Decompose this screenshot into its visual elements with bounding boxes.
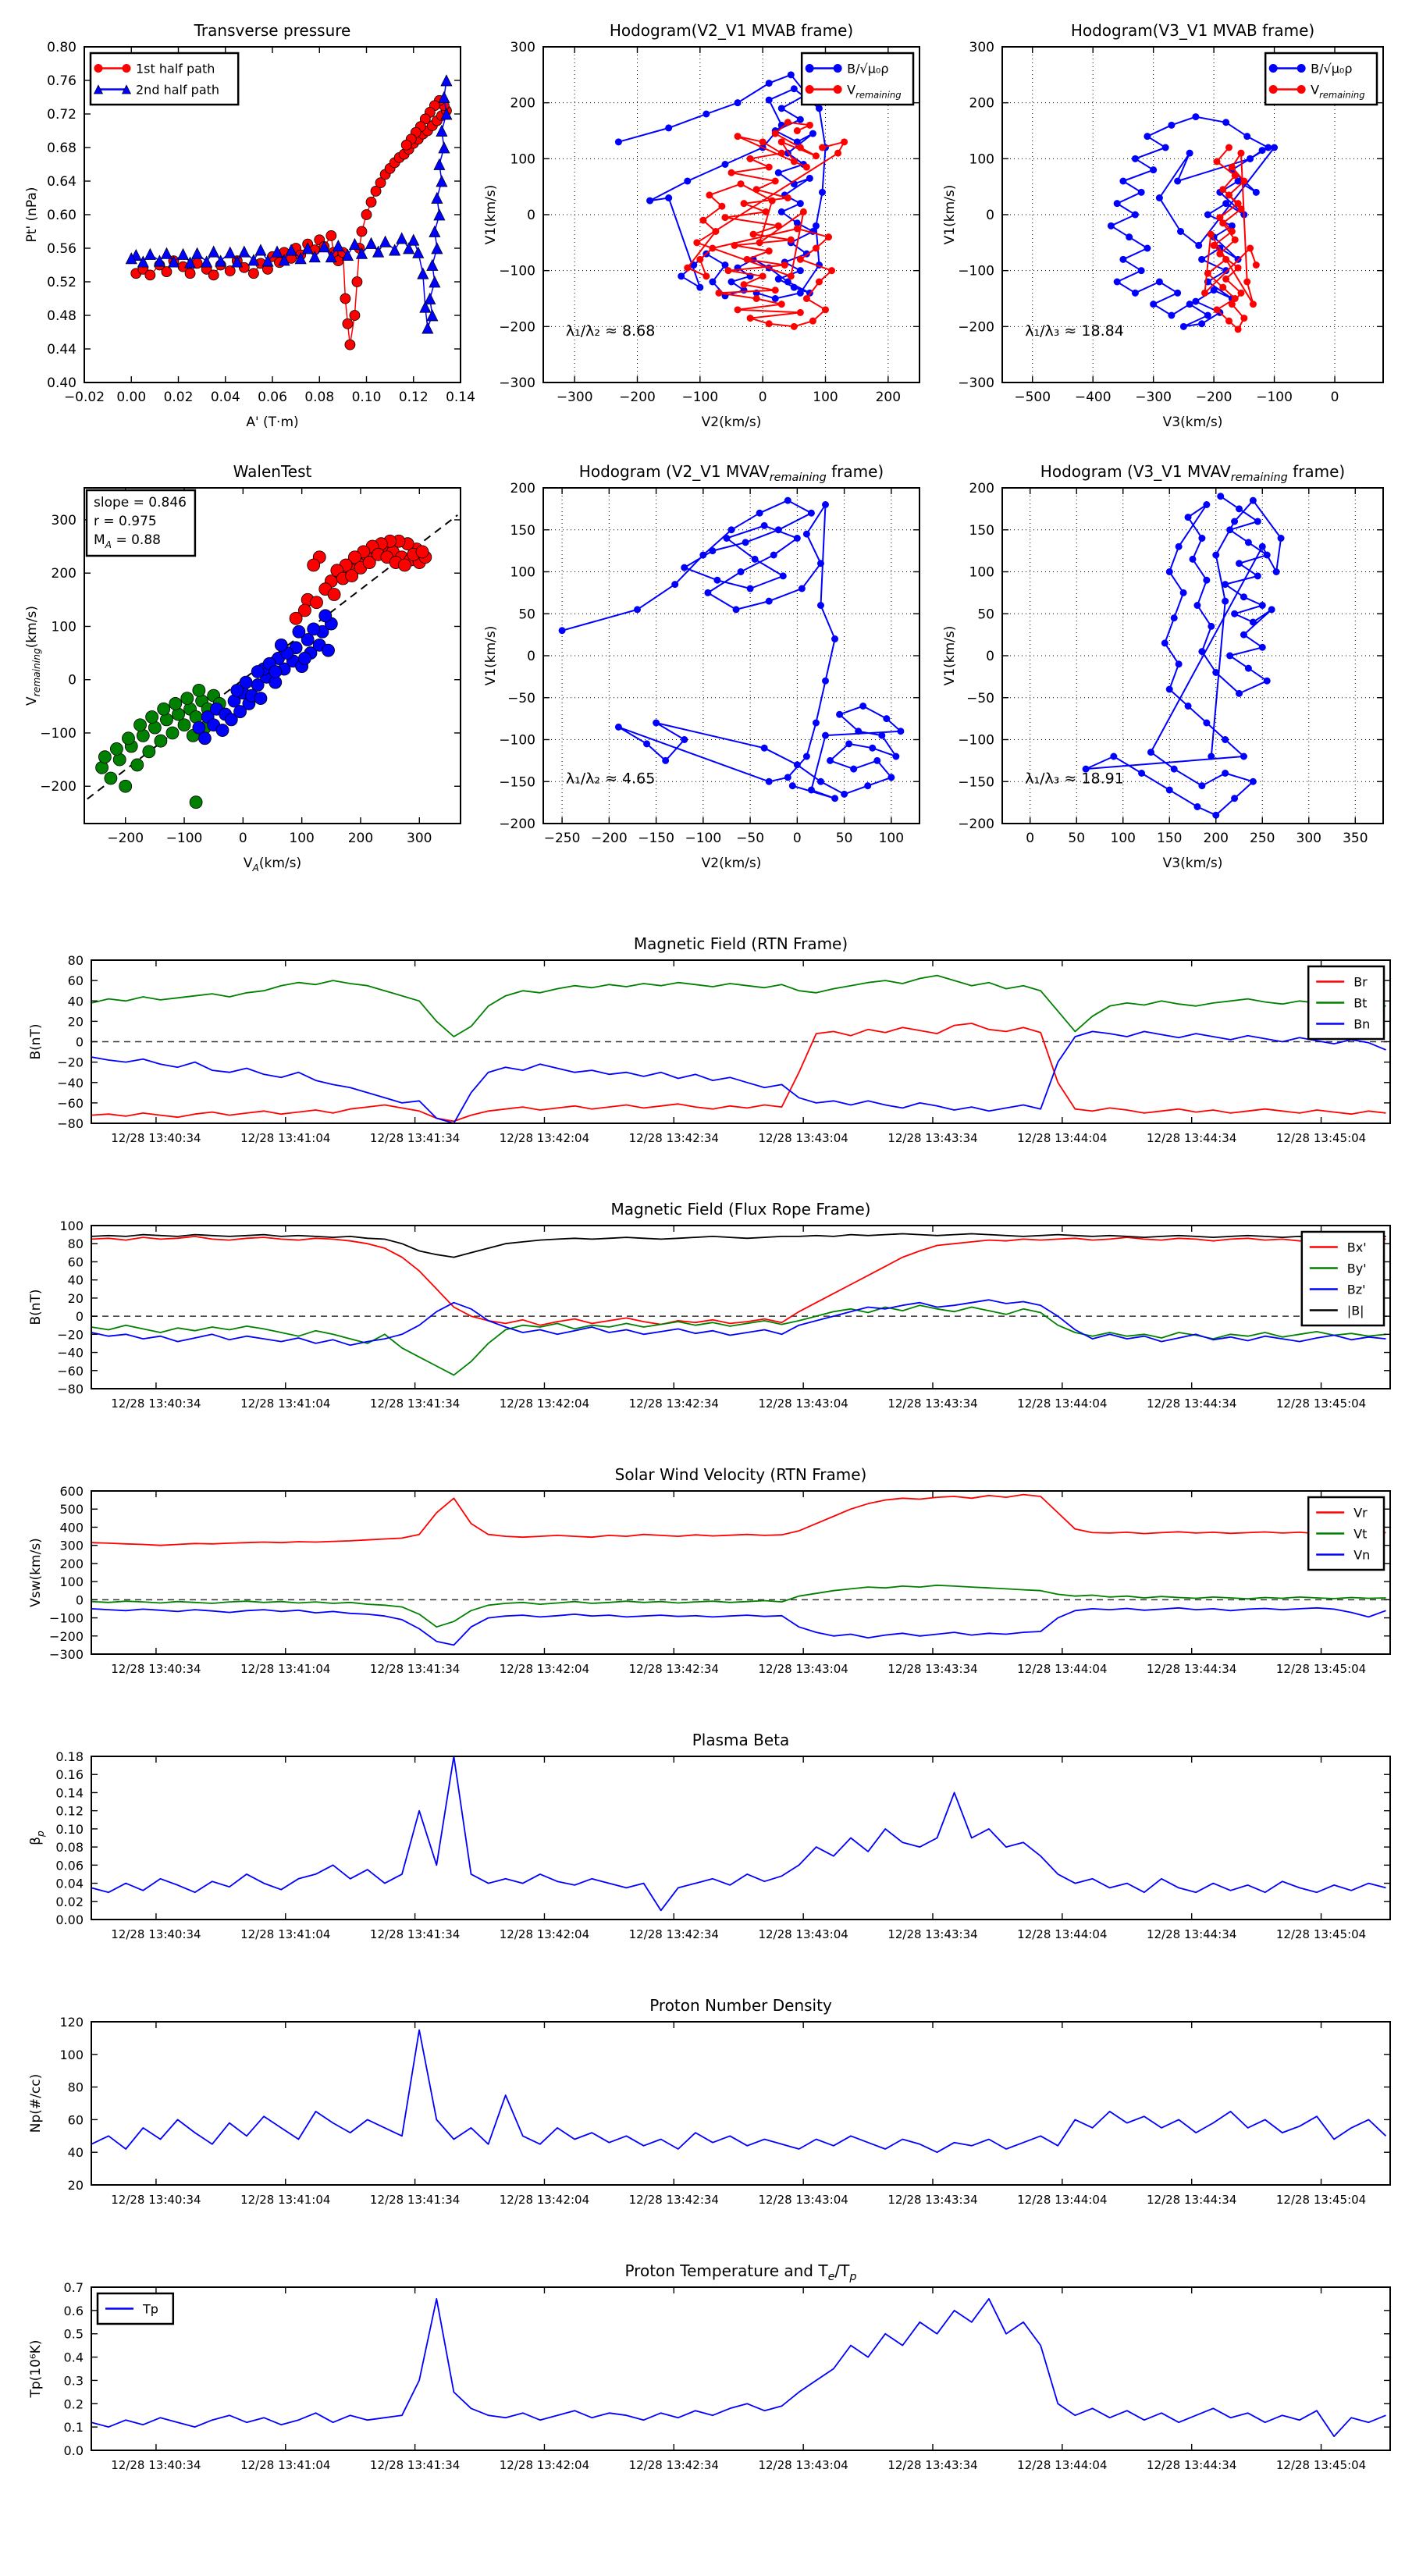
svg-text:12/28 13:42:04: 12/28 13:42:04 bbox=[499, 1131, 590, 1145]
svg-text:0.0: 0.0 bbox=[63, 2443, 84, 2458]
svg-text:−300: −300 bbox=[499, 375, 535, 391]
svg-text:0.18: 0.18 bbox=[55, 1749, 84, 1764]
svg-text:0.14: 0.14 bbox=[55, 1785, 84, 1801]
svg-text:−20: −20 bbox=[57, 1327, 84, 1343]
svg-text:60: 60 bbox=[67, 1254, 84, 1270]
svg-text:0.02: 0.02 bbox=[55, 1894, 84, 1909]
svg-text:λ₁/λ₂ ≈ 8.68: λ₁/λ₂ ≈ 8.68 bbox=[565, 322, 656, 340]
svg-text:Magnetic Field (Flux Rope Fram: Magnetic Field (Flux Rope Frame) bbox=[610, 1200, 871, 1219]
svg-text:12/28 13:45:04: 12/28 13:45:04 bbox=[1275, 2193, 1367, 2207]
svg-text:−150: −150 bbox=[638, 831, 674, 846]
svg-text:Bn: Bn bbox=[1353, 1016, 1371, 1032]
svg-text:V3(km/s): V3(km/s) bbox=[1162, 856, 1223, 871]
svg-text:−40: −40 bbox=[57, 1345, 84, 1361]
svg-text:12/28 13:42:04: 12/28 13:42:04 bbox=[499, 1397, 590, 1411]
svg-text:−300: −300 bbox=[1135, 390, 1172, 405]
svg-text:−100: −100 bbox=[40, 725, 76, 742]
svg-text:0: 0 bbox=[527, 208, 535, 223]
svg-text:Pt' (nPa): Pt' (nPa) bbox=[24, 187, 40, 243]
svg-text:Vn: Vn bbox=[1353, 1547, 1371, 1563]
svg-text:80: 80 bbox=[67, 1236, 84, 1252]
svg-text:200: 200 bbox=[969, 95, 994, 112]
svg-text:20: 20 bbox=[67, 1290, 84, 1306]
svg-text:12/28 13:42:34: 12/28 13:42:34 bbox=[628, 1397, 719, 1411]
svg-text:60: 60 bbox=[67, 2112, 84, 2128]
svg-text:−40: −40 bbox=[57, 1075, 84, 1091]
svg-text:V1(km/s): V1(km/s) bbox=[483, 184, 499, 245]
svg-text:12/28 13:44:34: 12/28 13:44:34 bbox=[1147, 1131, 1237, 1145]
svg-text:400: 400 bbox=[59, 1520, 84, 1535]
svg-text:100: 100 bbox=[969, 564, 994, 581]
svg-text:B/√μ₀ρ: B/√μ₀ρ bbox=[847, 61, 889, 76]
svg-text:V1(km/s): V1(km/s) bbox=[942, 625, 958, 686]
svg-text:12/28 13:45:04: 12/28 13:45:04 bbox=[1275, 1131, 1367, 1145]
svg-text:slope = 0.846: slope = 0.846 bbox=[94, 495, 187, 511]
svg-text:150: 150 bbox=[510, 522, 535, 539]
svg-text:12/28 13:42:34: 12/28 13:42:34 bbox=[628, 2458, 719, 2472]
magnetic-field-flux-rope-panel bbox=[20, 1194, 1401, 1432]
svg-text:40: 40 bbox=[67, 994, 84, 1009]
svg-text:12/28 13:44:34: 12/28 13:44:34 bbox=[1147, 2458, 1237, 2472]
svg-text:0.64: 0.64 bbox=[47, 174, 76, 190]
svg-text:12/28 13:43:04: 12/28 13:43:04 bbox=[758, 2458, 848, 2472]
svg-text:50: 50 bbox=[835, 831, 853, 846]
svg-text:λ₁/λ₃ ≈ 18.91: λ₁/λ₃ ≈ 18.91 bbox=[1025, 770, 1124, 788]
svg-text:12/28 13:43:34: 12/28 13:43:34 bbox=[887, 1131, 978, 1145]
svg-text:0.12: 0.12 bbox=[55, 1803, 84, 1819]
svg-text:12/28 13:44:34: 12/28 13:44:34 bbox=[1147, 2193, 1237, 2207]
svg-text:WalenTest: WalenTest bbox=[233, 462, 312, 481]
svg-text:12/28 13:45:04: 12/28 13:45:04 bbox=[1275, 1662, 1367, 1676]
svg-text:12/28 13:45:04: 12/28 13:45:04 bbox=[1275, 1927, 1367, 1941]
svg-text:12/28 13:43:04: 12/28 13:43:04 bbox=[758, 1397, 848, 1411]
svg-text:0.7: 0.7 bbox=[63, 2280, 84, 2295]
svg-text:0.08: 0.08 bbox=[55, 1840, 84, 1856]
svg-text:12/28 13:42:34: 12/28 13:42:34 bbox=[628, 2193, 719, 2207]
svg-text:0.10: 0.10 bbox=[351, 390, 382, 405]
svg-text:0.06: 0.06 bbox=[258, 390, 287, 405]
svg-text:Vremaining: $V_{remaining}$ bbox=[1311, 82, 1365, 101]
svg-text:−150: −150 bbox=[958, 774, 994, 791]
svg-text:Vremaining(km/s): $V_{remaining}(km/s)$ bbox=[24, 606, 42, 706]
svg-text:Vremaining: $V_{remaining}$ bbox=[847, 82, 902, 101]
svg-text:100: 100 bbox=[59, 2047, 84, 2062]
svg-text:12/28 13:41:34: 12/28 13:41:34 bbox=[369, 1397, 461, 1411]
svg-text:12/28 13:41:34: 12/28 13:41:34 bbox=[369, 1131, 461, 1145]
svg-text:200: 200 bbox=[510, 95, 535, 112]
svg-text:200: 200 bbox=[510, 481, 535, 496]
svg-text:200: 200 bbox=[51, 566, 76, 582]
svg-text:0.12: 0.12 bbox=[398, 390, 429, 405]
svg-text:By': By' bbox=[1346, 1261, 1367, 1276]
svg-text:300: 300 bbox=[59, 1538, 84, 1553]
svg-text:−200: −200 bbox=[107, 831, 144, 846]
svg-text:0.76: 0.76 bbox=[47, 73, 76, 89]
svg-text:0.48: 0.48 bbox=[47, 308, 76, 324]
svg-text:12/28 13:41:04: 12/28 13:41:04 bbox=[240, 2193, 331, 2207]
svg-text:0.00: 0.00 bbox=[116, 390, 147, 405]
svg-text:Vsw(km/s): Vsw(km/s) bbox=[28, 1538, 44, 1607]
svg-text:Tp(10⁶K): Tp(10⁶K) bbox=[28, 2339, 44, 2398]
svg-text:V3(km/s): V3(km/s) bbox=[1162, 415, 1223, 430]
svg-text:0.08: 0.08 bbox=[304, 390, 335, 405]
svg-text:−20: −20 bbox=[57, 1055, 84, 1070]
svg-text:12/28 13:41:04: 12/28 13:41:04 bbox=[240, 1131, 331, 1145]
svg-text:100: 100 bbox=[59, 1574, 84, 1590]
svg-text:0: 0 bbox=[986, 208, 994, 223]
svg-text:−200: −200 bbox=[40, 779, 76, 795]
svg-text:0.5: 0.5 bbox=[63, 2326, 84, 2342]
svg-text:0.06: 0.06 bbox=[55, 1858, 84, 1873]
svg-text:0.1: 0.1 bbox=[63, 2420, 84, 2435]
svg-text:12/28 13:44:04: 12/28 13:44:04 bbox=[1017, 1397, 1108, 1411]
svg-text:100: 100 bbox=[969, 151, 994, 168]
svg-text:Proton Temperature and Te/Tp: Proton Temperature and $T_e/T_p$ bbox=[624, 2261, 857, 2283]
svg-text:0.52: 0.52 bbox=[47, 275, 76, 290]
svg-text:12/28 13:45:04: 12/28 13:45:04 bbox=[1275, 2458, 1367, 2472]
svg-text:Bz': Bz' bbox=[1346, 1282, 1366, 1297]
svg-text:VA(km/s): $V_A(km/s)$ bbox=[243, 856, 302, 873]
svg-text:−100: −100 bbox=[499, 263, 535, 279]
svg-text:12/28 13:42:34: 12/28 13:42:34 bbox=[628, 1131, 719, 1145]
svg-text:−50: −50 bbox=[736, 831, 765, 846]
svg-text:λ₁/λ₃ ≈ 18.84: λ₁/λ₃ ≈ 18.84 bbox=[1025, 322, 1124, 340]
svg-text:0.04: 0.04 bbox=[210, 390, 240, 405]
svg-text:A' (T·m): A' (T·m) bbox=[246, 415, 299, 430]
svg-text:Solar Wind Velocity (RTN Frame: Solar Wind Velocity (RTN Frame) bbox=[614, 1465, 867, 1484]
svg-text:200: 200 bbox=[1203, 831, 1229, 846]
svg-text:−100: −100 bbox=[1256, 390, 1293, 405]
svg-text:−300: −300 bbox=[958, 375, 994, 391]
svg-text:12/28 13:43:04: 12/28 13:43:04 bbox=[758, 1662, 848, 1676]
svg-text:−60: −60 bbox=[57, 1363, 84, 1379]
svg-text:0: 0 bbox=[792, 831, 802, 846]
svg-text:−0.02: −0.02 bbox=[63, 390, 105, 405]
svg-text:60: 60 bbox=[67, 973, 84, 989]
svg-text:V2(km/s): V2(km/s) bbox=[701, 856, 762, 871]
svg-text:12/28 13:40:34: 12/28 13:40:34 bbox=[111, 1131, 201, 1145]
svg-text:20: 20 bbox=[67, 1014, 84, 1030]
svg-text:12/28 13:40:34: 12/28 13:40:34 bbox=[111, 1927, 201, 1941]
svg-text:Tp: Tp bbox=[143, 2301, 158, 2317]
svg-text:r = 0.975: r = 0.975 bbox=[94, 514, 157, 529]
svg-text:0.16: 0.16 bbox=[55, 1767, 84, 1783]
svg-text:0.00: 0.00 bbox=[55, 1912, 84, 1927]
svg-text:Transverse pressure: Transverse pressure bbox=[194, 21, 351, 40]
svg-text:0: 0 bbox=[986, 649, 994, 664]
proton-number-density-panel bbox=[20, 1991, 1401, 2229]
svg-text:12/28 13:40:34: 12/28 13:40:34 bbox=[111, 1397, 201, 1411]
svg-text:−300: −300 bbox=[556, 390, 593, 405]
svg-text:50: 50 bbox=[977, 607, 994, 623]
svg-text:12/28 13:45:04: 12/28 13:45:04 bbox=[1275, 1397, 1367, 1411]
svg-text:−50: −50 bbox=[507, 690, 535, 706]
svg-text:200: 200 bbox=[969, 481, 994, 496]
walen-test-plot bbox=[16, 449, 475, 888]
svg-text:−80: −80 bbox=[57, 1116, 84, 1131]
svg-text:−200: −200 bbox=[958, 817, 994, 832]
svg-text:200: 200 bbox=[875, 390, 902, 405]
svg-text:300: 300 bbox=[510, 40, 535, 55]
svg-text:12/28 13:43:34: 12/28 13:43:34 bbox=[887, 2458, 978, 2472]
svg-text:12/28 13:42:34: 12/28 13:42:34 bbox=[628, 1662, 719, 1676]
svg-text:50: 50 bbox=[1068, 831, 1086, 846]
svg-text:Vr: Vr bbox=[1353, 1505, 1368, 1521]
svg-text:−200: −200 bbox=[958, 319, 994, 336]
svg-text:βp: $\beta_p$ bbox=[28, 1831, 46, 1845]
svg-text:−300: −300 bbox=[49, 1647, 84, 1662]
svg-text:12/28 13:42:04: 12/28 13:42:04 bbox=[499, 1662, 590, 1676]
hodogram-v2v1-mvab-plot bbox=[475, 8, 934, 447]
svg-text:−150: −150 bbox=[499, 774, 535, 791]
svg-text:100: 100 bbox=[510, 151, 535, 168]
svg-text:0.02: 0.02 bbox=[163, 390, 194, 405]
svg-text:0: 0 bbox=[75, 1034, 84, 1050]
svg-text:−200: −200 bbox=[499, 319, 535, 336]
svg-text:0.4: 0.4 bbox=[63, 2350, 84, 2365]
svg-text:−100: −100 bbox=[958, 263, 994, 279]
svg-text:0.72: 0.72 bbox=[47, 107, 76, 123]
svg-text:0.6: 0.6 bbox=[63, 2303, 84, 2318]
svg-text:12/28 13:41:04: 12/28 13:41:04 bbox=[240, 1397, 331, 1411]
svg-text:Vt: Vt bbox=[1353, 1526, 1368, 1542]
svg-text:V2(km/s): V2(km/s) bbox=[701, 415, 762, 430]
hodogram-v3v1-mvab-plot bbox=[934, 8, 1397, 447]
svg-text:120: 120 bbox=[59, 2015, 84, 2030]
svg-text:2nd half path: 2nd half path bbox=[136, 82, 220, 98]
svg-text:150: 150 bbox=[1157, 831, 1183, 846]
svg-text:12/28 13:43:04: 12/28 13:43:04 bbox=[758, 1927, 848, 1941]
svg-text:12/28 13:44:34: 12/28 13:44:34 bbox=[1147, 1927, 1237, 1941]
svg-text:0.14: 0.14 bbox=[446, 390, 475, 405]
svg-text:80: 80 bbox=[67, 953, 84, 968]
svg-text:50: 50 bbox=[518, 607, 535, 623]
svg-text:λ₁/λ₂ ≈ 4.65: λ₁/λ₂ ≈ 4.65 bbox=[565, 770, 656, 788]
proton-temperature-panel bbox=[20, 2256, 1401, 2494]
svg-text:0: 0 bbox=[527, 649, 535, 664]
svg-text:−60: −60 bbox=[57, 1095, 84, 1111]
svg-text:−200: −200 bbox=[619, 390, 656, 405]
svg-text:80: 80 bbox=[67, 2080, 84, 2095]
svg-text:12/28 13:41:34: 12/28 13:41:34 bbox=[369, 2193, 461, 2207]
svg-text:−250: −250 bbox=[543, 831, 581, 846]
svg-text:350: 350 bbox=[1343, 831, 1368, 846]
svg-text:12/28 13:43:04: 12/28 13:43:04 bbox=[758, 1131, 848, 1145]
svg-text:300: 300 bbox=[407, 831, 432, 846]
solar-wind-velocity-panel bbox=[20, 1460, 1401, 1698]
svg-text:0.80: 0.80 bbox=[47, 40, 76, 55]
svg-text:100: 100 bbox=[510, 564, 535, 581]
svg-text:|B|: |B| bbox=[1346, 1303, 1364, 1318]
svg-text:0.2: 0.2 bbox=[63, 2396, 84, 2412]
svg-text:Magnetic Field (RTN Frame): Magnetic Field (RTN Frame) bbox=[633, 934, 848, 953]
svg-text:12/28 13:41:34: 12/28 13:41:34 bbox=[369, 2458, 461, 2472]
svg-text:−200: −200 bbox=[590, 831, 628, 846]
svg-text:12/28 13:41:04: 12/28 13:41:04 bbox=[240, 1927, 331, 1941]
hodogram-v2v1-mvav-plot bbox=[475, 449, 934, 888]
svg-text:40: 40 bbox=[67, 1272, 84, 1288]
svg-text:0.68: 0.68 bbox=[47, 141, 76, 156]
svg-text:200: 200 bbox=[347, 831, 374, 846]
svg-text:Hodogram (V3_V1 MVAVremaining: Hodogram (V3_V1 $MVAV_{remaining}$ frame) bbox=[1040, 462, 1346, 484]
svg-text:12/28 13:42:04: 12/28 13:42:04 bbox=[499, 1927, 590, 1941]
svg-text:−500: −500 bbox=[1014, 390, 1051, 405]
svg-text:12/28 13:44:04: 12/28 13:44:04 bbox=[1017, 1662, 1108, 1676]
svg-text:12/28 13:41:34: 12/28 13:41:34 bbox=[369, 1927, 461, 1941]
svg-text:V1(km/s): V1(km/s) bbox=[483, 625, 499, 686]
svg-text:12/28 13:44:34: 12/28 13:44:34 bbox=[1147, 1397, 1237, 1411]
svg-text:0.10: 0.10 bbox=[55, 1821, 84, 1837]
svg-text:12/28 13:43:04: 12/28 13:43:04 bbox=[758, 2193, 848, 2207]
hodogram-v3v1-mvav-plot bbox=[934, 449, 1397, 888]
svg-text:0.60: 0.60 bbox=[47, 208, 76, 223]
svg-text:−100: −100 bbox=[49, 1610, 84, 1626]
svg-text:Bx': Bx' bbox=[1346, 1240, 1367, 1255]
svg-text:0: 0 bbox=[1026, 831, 1035, 846]
svg-text:150: 150 bbox=[969, 522, 994, 539]
svg-text:−100: −100 bbox=[681, 390, 719, 405]
svg-text:12/28 13:40:34: 12/28 13:40:34 bbox=[111, 2458, 201, 2472]
svg-text:Plasma Beta: Plasma Beta bbox=[692, 1731, 790, 1749]
svg-text:12/28 13:43:34: 12/28 13:43:34 bbox=[887, 1397, 978, 1411]
svg-text:−400: −400 bbox=[1074, 390, 1112, 405]
svg-text:12/28 13:43:34: 12/28 13:43:34 bbox=[887, 2193, 978, 2207]
svg-text:12/28 13:42:34: 12/28 13:42:34 bbox=[628, 1927, 719, 1941]
svg-text:−100: −100 bbox=[165, 831, 203, 846]
svg-text:12/28 13:42:04: 12/28 13:42:04 bbox=[499, 2458, 590, 2472]
svg-text:100: 100 bbox=[51, 619, 76, 635]
svg-text:12/28 13:42:04: 12/28 13:42:04 bbox=[499, 2193, 590, 2207]
svg-text:12/28 13:41:04: 12/28 13:41:04 bbox=[240, 1662, 331, 1676]
svg-text:500: 500 bbox=[59, 1502, 84, 1517]
svg-text:0: 0 bbox=[238, 831, 247, 846]
svg-text:Hodogram (V2_V1 MVAVremaining: Hodogram (V2_V1 $MVAV_{remaining}$ frame) bbox=[578, 462, 884, 484]
svg-text:0: 0 bbox=[68, 672, 76, 688]
svg-text:−80: −80 bbox=[57, 1382, 84, 1397]
svg-text:600: 600 bbox=[59, 1484, 84, 1499]
svg-text:300: 300 bbox=[969, 40, 994, 55]
svg-text:Br: Br bbox=[1353, 974, 1368, 990]
svg-text:−100: −100 bbox=[685, 831, 722, 846]
svg-text:250: 250 bbox=[1250, 831, 1275, 846]
svg-text:0: 0 bbox=[75, 1592, 84, 1608]
svg-text:100: 100 bbox=[813, 390, 838, 405]
svg-text:12/28 13:44:04: 12/28 13:44:04 bbox=[1017, 1131, 1108, 1145]
plasma-beta-panel bbox=[20, 1725, 1401, 1963]
svg-text:0: 0 bbox=[1330, 390, 1339, 405]
svg-text:0.3: 0.3 bbox=[63, 2373, 84, 2389]
svg-text:B(nT): B(nT) bbox=[28, 1289, 44, 1325]
svg-text:Proton Number Density: Proton Number Density bbox=[649, 1996, 832, 2015]
svg-text:12/28 13:43:34: 12/28 13:43:34 bbox=[887, 1927, 978, 1941]
svg-text:B/√μ₀ρ: B/√μ₀ρ bbox=[1311, 61, 1353, 76]
svg-text:100: 100 bbox=[59, 1219, 84, 1233]
svg-text:12/28 13:41:04: 12/28 13:41:04 bbox=[240, 2458, 331, 2472]
svg-text:Hodogram(V3_V1 MVAB frame): Hodogram(V3_V1 MVAB frame) bbox=[1070, 21, 1315, 40]
svg-text:−200: −200 bbox=[1195, 390, 1232, 405]
magnetic-field-rtn-panel bbox=[20, 929, 1401, 1167]
svg-text:Hodogram(V2_V1 MVAB frame): Hodogram(V2_V1 MVAB frame) bbox=[609, 21, 854, 40]
svg-text:0: 0 bbox=[75, 1309, 84, 1325]
svg-text:12/28 13:43:34: 12/28 13:43:34 bbox=[887, 1662, 978, 1676]
transverse-pressure-plot bbox=[16, 8, 475, 447]
svg-text:Bt: Bt bbox=[1353, 995, 1368, 1011]
svg-text:V1(km/s): V1(km/s) bbox=[942, 184, 958, 245]
svg-text:−50: −50 bbox=[966, 690, 994, 706]
svg-text:0.04: 0.04 bbox=[55, 1876, 84, 1891]
svg-text:300: 300 bbox=[1296, 831, 1322, 846]
svg-text:−100: −100 bbox=[958, 732, 994, 749]
svg-text:12/28 13:40:34: 12/28 13:40:34 bbox=[111, 1662, 201, 1676]
svg-text:12/28 13:44:34: 12/28 13:44:34 bbox=[1147, 1662, 1237, 1676]
svg-text:100: 100 bbox=[289, 831, 315, 846]
svg-text:40: 40 bbox=[67, 2145, 84, 2161]
svg-text:B(nT): B(nT) bbox=[28, 1023, 44, 1060]
svg-text:100: 100 bbox=[1110, 831, 1136, 846]
svg-text:12/28 13:40:34: 12/28 13:40:34 bbox=[111, 2193, 201, 2207]
svg-text:12/28 13:41:34: 12/28 13:41:34 bbox=[369, 1662, 461, 1676]
svg-text:100: 100 bbox=[878, 831, 905, 846]
svg-text:0.44: 0.44 bbox=[47, 342, 76, 358]
svg-text:−200: −200 bbox=[49, 1628, 84, 1644]
svg-text:0.40: 0.40 bbox=[47, 375, 76, 391]
svg-text:Np(#/cc): Np(#/cc) bbox=[28, 2073, 44, 2133]
svg-text:12/28 13:44:04: 12/28 13:44:04 bbox=[1017, 2193, 1108, 2207]
svg-text:0.56: 0.56 bbox=[47, 241, 76, 257]
svg-text:300: 300 bbox=[51, 512, 76, 528]
svg-text:MA = 0.88: $M_A = 0.88$ bbox=[94, 532, 161, 550]
svg-text:12/28 13:44:04: 12/28 13:44:04 bbox=[1017, 1927, 1108, 1941]
svg-text:−100: −100 bbox=[499, 732, 535, 749]
svg-text:20: 20 bbox=[67, 2178, 84, 2193]
svg-text:0: 0 bbox=[758, 390, 767, 405]
svg-text:1st half path: 1st half path bbox=[136, 61, 215, 76]
svg-text:−200: −200 bbox=[499, 817, 535, 832]
svg-text:12/28 13:44:04: 12/28 13:44:04 bbox=[1017, 2458, 1108, 2472]
svg-text:200: 200 bbox=[59, 1556, 84, 1571]
